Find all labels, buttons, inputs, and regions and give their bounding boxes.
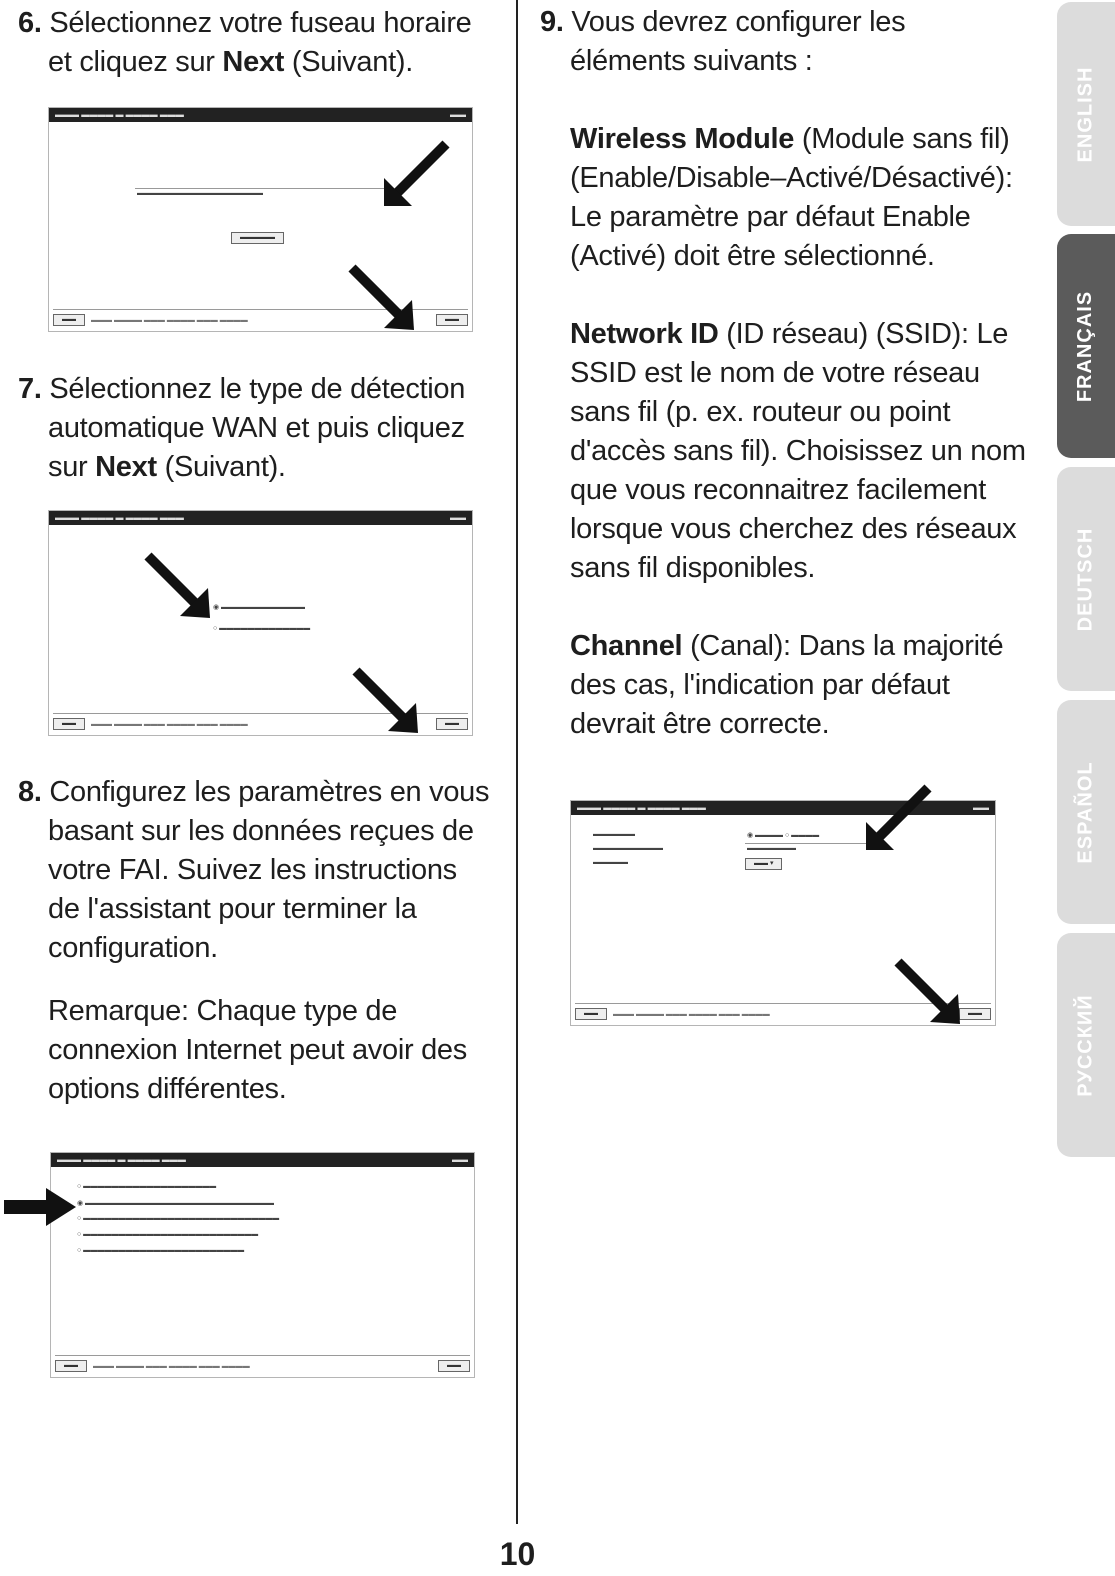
tab-label: FRANÇAIS (1074, 290, 1097, 402)
screenshot-connection-settings: ▬▬▬ ▬▬▬▬ ▬ ▬▬▬▬ ▬▬▬ ▬▬ ○ ▬▬▬▬▬▬▬▬▬▬▬▬▬▬▬▬▬▬▬ ◉ ▬▬▬▬▬▬▬▬▬▬▬▬▬▬▬▬▬▬▬▬▬▬▬▬▬▬▬ ○ ▬▬▬▬▬▬▬▬▬▬▬▬▬▬▬▬▬▬▬▬▬▬▬▬▬▬▬▬ ○ ▬▬▬▬▬▬▬▬▬▬▬▬▬▬▬▬▬▬▬▬▬▬▬▬▬ ○ ▬▬▬▬▬▬▬▬▬▬▬▬▬▬▬▬▬▬▬▬▬▬▬ ▬▬ ▬▬▬ ▬▬▬▬ ▬▬▬ ▬▬▬▬ ▬▬▬ ▬▬▬▬ ▬▬ (50, 1152, 475, 1378)
tab-russian[interactable] (1057, 933, 1115, 1157)
channel-paragraph (540, 627, 1030, 744)
wizard-footer: ▬▬ ▬▬▬ ▬▬▬▬ ▬▬▬ ▬▬▬▬ ▬▬▬ ▬▬▬▬ ▬▬ (55, 1355, 470, 1373)
step-text: éléments suivants : (570, 45, 813, 77)
page-number: 10 (499, 1536, 536, 1572)
step-text: Configurez les paramètres en vous (49, 776, 490, 808)
step-6 (18, 4, 508, 82)
wireless-module-paragraph (540, 120, 1030, 276)
step-text: sur (48, 451, 96, 483)
step-text: de l'assistant pour terminer la (48, 893, 417, 925)
step-number: 7. (18, 373, 42, 405)
pointer-arrow-icon (384, 136, 454, 206)
wizard-footer: ▬▬ ▬▬▬ ▬▬▬▬ ▬▬▬ ▬▬▬▬ ▬▬▬ ▬▬▬▬ ▬▬ (575, 1003, 991, 1021)
tab-label: DEUTSCH (1074, 527, 1097, 631)
step-text: (Suivant). (284, 46, 413, 78)
pointer-arrow-icon (350, 665, 420, 735)
pointer-arrow-icon (4, 1188, 76, 1226)
step-text: Sélectionnez votre fuseau horaire (49, 7, 472, 39)
wizard-footer: ▬▬ ▬▬▬ ▬▬▬▬ ▬▬▬ ▬▬▬▬ ▬▬▬ ▬▬▬▬ ▬▬ (53, 309, 468, 327)
pointer-arrow-icon (346, 262, 416, 332)
tab-espanol[interactable] (1057, 700, 1115, 924)
tab-deutsch[interactable] (1057, 467, 1115, 691)
tab-francais[interactable] (1057, 234, 1115, 458)
screenshot-wireless-settings: ▬▬▬ ▬▬▬▬ ▬ ▬▬▬▬ ▬▬▬ ▬▬ ▬▬▬▬▬▬ ▬▬▬▬▬▬▬▬▬▬ ▬▬▬▬▬ ◉ ▬▬▬▬ ○ ▬▬▬▬ ▬▬▬▬▬▬▬ ▬▬ ▾ ▬▬ ▬▬▬ ▬▬▬▬ ▬▬▬ ▬▬▬▬ ▬▬▬ ▬▬▬▬ ▬▬ (570, 800, 996, 1026)
step-7 (18, 370, 508, 487)
term-label: Channel (570, 630, 683, 662)
step-text: (Suivant). (156, 451, 286, 483)
step-text: automatique WAN et puis cliquez (48, 412, 465, 444)
tab-label: ESPAÑOL (1074, 760, 1097, 864)
step-text: et cliquez sur (48, 46, 223, 78)
step-number: 9. (540, 6, 564, 38)
step-text: basant sur les données reçues de (48, 815, 474, 847)
term-description: (Canal): Dans la majorité des cas, l'indication par défaut devrait être correcte. (570, 630, 1004, 740)
step-8 (18, 773, 508, 1109)
screenshot-time-zone: ▬▬▬ ▬▬▬▬ ▬ ▬▬▬▬ ▬▬▬ ▬▬ ▬▬▬▬▬▬▬▬▬▬▬▬▬▬▬▬▬▬ ▬▬▬▬▬ ▬▬ ▬▬▬ ▬▬▬▬ ▬▬▬ ▬▬▬▬ ▬▬▬ ▬▬▬▬ ▬▬ (48, 107, 473, 332)
term-label: Wireless Module (570, 123, 795, 155)
pointer-arrow-icon (866, 780, 936, 850)
window-title-bar: ▬▬▬ ▬▬▬▬ ▬ ▬▬▬▬ ▬▬▬ ▬▬ (49, 511, 472, 525)
note-text: options différentes. (48, 1073, 287, 1105)
step-text: configuration. (48, 932, 218, 964)
step-number: 8. (18, 776, 42, 808)
term-description: (ID réseau) (SSID): Le SSID est le nom de votre réseau sans fil (p. ex. routeur ou point d'accès sans fil). Choisissez un nom que vous reconnaitrez facilement lorsque vous cherchez des réseaux sans fil disponibles. (570, 318, 1026, 584)
step-text: Vous devrez configurer les (571, 6, 906, 38)
pointer-arrow-icon (892, 956, 962, 1026)
next-label: Next (222, 46, 285, 78)
network-id-paragraph (540, 315, 1030, 588)
term-description: (Module sans fil) (Enable/Disable–Activé/Désactivé): Le paramètre par défaut Enable (Activé) doit être sélectionné. (570, 123, 1013, 272)
wizard-footer: ▬▬ ▬▬▬ ▬▬▬▬ ▬▬▬ ▬▬▬▬ ▬▬▬ ▬▬▬▬ ▬▬ (53, 713, 468, 731)
tab-english[interactable] (1057, 2, 1115, 226)
step-text: votre FAI. Suivez les instructions (48, 854, 457, 886)
step-text: Sélectionnez le type de détection (49, 373, 466, 405)
window-title-bar: ▬▬▬ ▬▬▬▬ ▬ ▬▬▬▬ ▬▬▬ ▬▬ (51, 1153, 474, 1167)
term-label: Network ID (570, 318, 719, 350)
tab-label: ENGLISH (1074, 66, 1097, 162)
step-9 (540, 3, 1030, 744)
window-title-bar: ▬▬▬ ▬▬▬▬ ▬ ▬▬▬▬ ▬▬▬ ▬▬ (49, 108, 472, 122)
screenshot-wan-type: ▬▬▬ ▬▬▬▬ ▬ ▬▬▬▬ ▬▬▬ ▬▬ ◉ ▬▬▬▬▬▬▬▬▬▬▬▬ ○ ▬▬▬▬▬▬▬▬▬▬▬▬▬ ▬▬ ▬▬▬ ▬▬▬▬ ▬▬▬ ▬▬▬▬ ▬▬▬ ▬▬▬▬ ▬▬ (48, 510, 473, 736)
column-divider (516, 0, 518, 1524)
pointer-arrow-icon (142, 550, 212, 620)
note-text: Remarque: Chaque type de (48, 995, 398, 1027)
next-label: Next (95, 451, 157, 483)
tab-label: РУССКИЙ (1074, 993, 1097, 1097)
window-title-bar: ▬▬▬ ▬▬▬▬ ▬ ▬▬▬▬ ▬▬▬ ▬▬ (571, 801, 995, 815)
step-number: 6. (18, 7, 42, 39)
note-text: connexion Internet peut avoir des (48, 1034, 467, 1066)
